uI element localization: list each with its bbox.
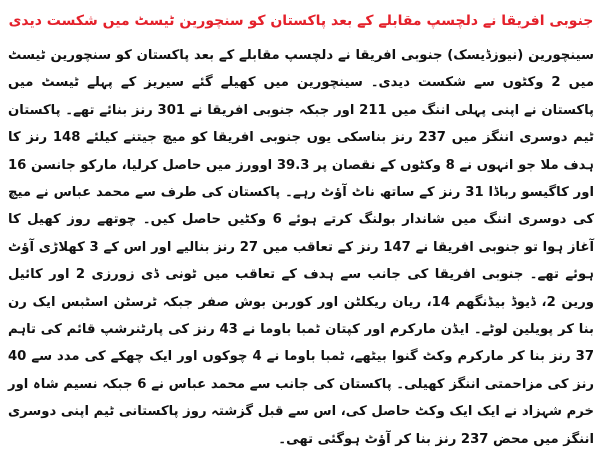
article-headline: جنوبی افریقا نے دلچسپ مقابلے کے بعد پاکستان کو سنچورین ٹیسٹ میں شکست دیدی	[8, 13, 594, 29]
article-body: سینچورین (نیوزڈیسک) جنوبی افریقا نے دلچسپ مقابلے کے بعد پاکستان کو سنچورین ٹیسٹ میں 2 وکٹوں سے شکست دیدی۔ سینچورین میں کھیلے گئے سیریز کے پہلے ٹیسٹ میں پاکستان نے اپنی پہلی اننگ میں 211 اور جبکہ جنوبی افریقا نے 301 رنز بنائے تھے۔ پاکستان ٹیم دوسری اننگز میں 237 رنز بناسکی یوں جنوبی افریقا کو میچ جیتنے کیلئے 148 رنز کا ہدف ملا جو انہوں نے 8 وکٹوں کے نقصان پر 39.3 اوورز میں حاصل کرلیا، مارکو جانسن 16 اور کاگیسو رباڈا 31 رنز کے ساتھ ناٹ آؤٹ رہے۔ پاکستان کی طرف سے محمد عباس نے میچ کی دوسری اننگ میں شاندار بولنگ کرتے ہوئے 6 وکٹیں حاصل کیں۔ چوتھے روز کھیل کا آغاز ہوا تو جنوبی افریقا نے 147 رنز کے تعاقب میں 27 رنز بنالیے اور اس کے 3 کھلاڑی آؤٹ ہوئے تھے۔ جنوبی افریقا کی جانب سے ہدف کے تعاقب میں ٹونی ڈی زورزی 2 اور کائیل ورین 2، ڈیوڈ بیڈنگھم 14، ریان ریکلٹن اور کوربن بوش صفر جبکہ ٹرسٹن اسٹبس ایک رن بنا کر پویلین لوٹے۔ ایڈن مارکرم اور کپتان ٹمبا باوما نے 43 رنز کی پارٹنرشپ قائم کی تاہم 37 رنز بنا کر مارکرم وکٹ گنوا بیٹھے، ٹمبا باوما نے 4 چوکوں اور ایک چھکے کی مدد سے 40 رنز کی مزاحمتی اننگز کھیلی۔ پاکستان کی جانب سے محمد عباس نے 6 جبکہ نسیم شاہ اور خرم شہزاد نے ایک ایک وکٹ حاصل کی، اس سے قبل گزشتہ روز پاکستانی ٹیم اپنی دوسری اننگز میں محض 237 رنز بنا کر آؤٹ ہوگئی تھی۔	[8, 48, 595, 447]
